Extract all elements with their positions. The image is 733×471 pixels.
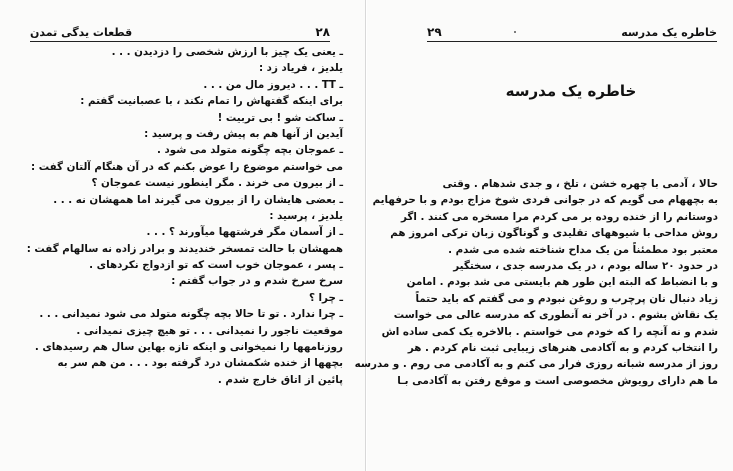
left-page-header — [30, 24, 330, 40]
right-page-text — [354, 176, 718, 389]
left-header-rule — [30, 41, 330, 42]
text-line: ـ از بیرون می خرند . مگر اینطور نیست عموجان ؟ — [91, 177, 343, 190]
text-line: ـ پسر ، عموجان خوب است که تو ازدواج نکردهای . — [89, 259, 343, 272]
text-line: می خواستم موضوع را عوض بکنم که در آن هنگام آلتان گفت : — [31, 160, 343, 173]
left-page-text — [25, 44, 343, 388]
text-line: حالا ، آدمی با چهره خشن ، تلخ ، و جدی شدهام . وقتی — [442, 178, 718, 190]
text-line: آیدین از آنها هم به پیش رفت و پرسید : — [144, 127, 343, 140]
right-running-title: خاطره یک مدرسه — [621, 25, 717, 39]
text-line: روش مداحی با شیوههای تقلیدی و گوناگون زبان ترکی امروز هم — [390, 227, 718, 240]
text-line: همهشان با حالت تمسخر خندیدند و برادر زاده نه سالهام گفت : — [26, 242, 343, 255]
text-line: پائین از اتاق خارج شدم . — [217, 373, 343, 386]
text-line: به بچههام می گویم که در جوانی فردی شوخ مزاج بودم و با حرفهایم — [372, 194, 718, 207]
right-page-number: ۲۹ — [427, 25, 442, 39]
text-line: یلدیز ، پرسید : — [269, 209, 343, 222]
text-line: یلدیز ، فریاد زد : — [258, 62, 343, 75]
text-line: در حدود ۲۰ ساله بودم ، در یک مدرسه جدی ، سختگیر — [453, 259, 718, 272]
text-line: ـ بعضی هایشان را از بیرون می گیرند اما همهشان نه . . . — [53, 193, 343, 206]
text-line: ـ از آسمان مگر فرشتهها میآورند ؟ . . . — [146, 226, 343, 239]
text-line: ما هم دارای رویوش مخصوصی است و موقع رفتن به آکادمی بـا — [397, 374, 718, 387]
text-line: را انتخاب کردم و به آکادمی هنرهای زیبایی ثبت نام کردم . هر — [407, 341, 718, 354]
chapter-title: خاطره یک مدرسه — [505, 82, 637, 100]
left-book-page — [0, 0, 366, 471]
text-line: زیاد دنبال نان پرچرب و روغن نبودم و می گفتم که باید حتماً — [415, 292, 718, 305]
text-line: برای اینکه گفتهاش را تمام نکند ، با عصبانیت گفتم : — [80, 95, 343, 108]
text-line: موقعیت ناجور را نمیدانی . . . تو هیچ چیزی نمیدانی . — [76, 324, 343, 337]
text-line: یک نقاش بشوم . در آخر نه آنطوری که مدرسه عالی می خواست — [393, 309, 718, 322]
right-header-rule — [427, 41, 717, 42]
left-page-number: ۲۸ — [315, 25, 330, 39]
text-line: ـ یعنی یک چیز با ارزش شخصی را دزدیدن . . . — [111, 46, 343, 58]
text-line: روزنامهها را نمیخوانی و اینکه تازه بهاین سال هم رسیدهای . — [34, 341, 343, 354]
text-line: ـ چرا ؟ — [308, 291, 343, 304]
text-line: ـ ТТ . . . دیروز مال من . . . — [203, 78, 343, 91]
text-line: ـ چرا ندارد . تو تا حالا بچه چگونه متولد می شود نمیدانی . . . — [39, 308, 343, 321]
right-book-page — [354, 0, 733, 471]
text-line: دوستانم را از خنده روده بر می کردم مرا مسخره می کنند . اگر — [400, 210, 718, 223]
page-speck — [514, 31, 516, 33]
text-line: معتبر بود مطمئناً من یک مداح شناخته شده می شدم . — [448, 243, 718, 256]
text-line: سرخ سرخ شدم و در جواب گفتم : — [171, 275, 343, 288]
text-line: ـ ساکت شو ! بی تربیت ! — [217, 111, 343, 124]
left-running-title: قطعات یدگی تمدن — [30, 25, 133, 39]
text-line: شدم و نه آنچه را که خودم می خواستم . بالاخره یک کمی ساده اش — [381, 325, 718, 338]
right-page-header — [427, 24, 717, 40]
text-line: روز از مدرسه شبانه روزی فرار می کنم و به آکادمی می روم . و مدرسه — [354, 358, 718, 371]
text-line: بچهها از خنده شکمشان درد گرفته بود . . . من هم سر به — [57, 357, 343, 370]
text-line: و با انضباط که البته این طور هم بایستی می شد بودم . امامن — [406, 276, 718, 289]
text-line: ـ عموجان بچه چگونه متولد می شود . — [156, 144, 343, 157]
